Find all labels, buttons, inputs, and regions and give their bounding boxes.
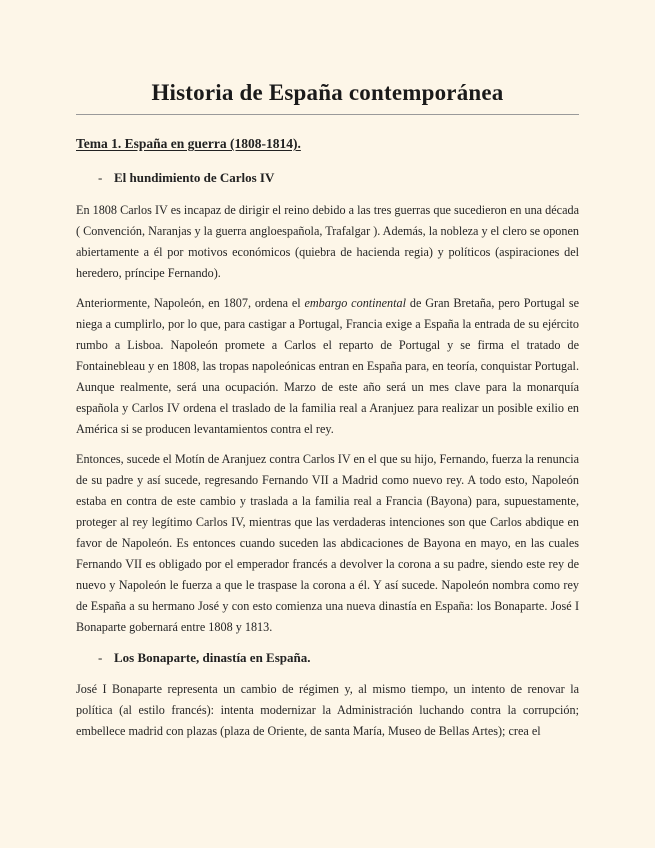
tema-heading: Tema 1. España en guerra (1808-1814). [76, 136, 301, 151]
paragraph-2-start: Anteriormente, Napoleón, en 1807, ordena el [76, 296, 305, 310]
section-heading-text: Los Bonaparte, dinastía en España. [114, 650, 311, 665]
paragraph-2 [76, 293, 579, 440]
title-divider [76, 114, 579, 115]
paragraph-1: En 1808 Carlos IV es incapaz de dirigir el reino debido a las tres guerras que sucedieron en una década ( Convención, Naranjas y la guerra angloespañola, Trafalgar ). Además, la nobleza y el clero se oponen abiertamente a él por motivos económicos (quiebra de hacienda regia) y políticos (aspiraciones del heredero, príncipe Fernando). [76, 203, 579, 280]
section-heading-bonaparte [76, 649, 579, 667]
bullet-dash: - [98, 650, 103, 665]
paragraph-4: José I Bonaparte representa un cambio de régimen y, al mismo tiempo, un intento de renovar la política (al estilo francés): intenta modernizar la Administración luchando contra la corrupción; embellece madrid con plazas (plaza de Oriente, de santa María, Museo de Bellas Artes); crea el [76, 682, 579, 738]
paragraph-3: Entonces, sucede el Motín de Aranjuez contra Carlos IV en el que su hijo, Fernando, fuerza la renuncia de su padre y así sucede, regresando Fernando VII a Madrid como nuevo rey. A todo esto, Napoleón estaba en contra de este cambio y traslada a la familia real a Francia (Bayona) para, supuestamente, proteger al rey legítimo Carlos IV, mientras que las verdaderas intenciones son que Carlos abdique en favor de Napoleón. Es entonces cuando suceden las abdicaciones de Bayona en mayo, en las cuales Fernando VII es obligado por el emperador francés a devolver la corona a su padre, siendo este rey de nuevo y Napoleón le fuerza a que le traspase la corona a él. Y así sucede. Napoleón nombra como rey de España a su hermano José y con esto comienza una nueva dinastía en España: los Bonaparte. José I Bonaparte gobernará entre 1808 y 1813. [76, 452, 579, 634]
paragraph-2-emphasis: embargo continental [304, 296, 407, 310]
section-heading-hundimiento [76, 169, 579, 187]
document-title: Historia de España contemporánea [151, 80, 504, 105]
paragraph-2-end: de Gran Bretaña, pero Portugal se niega a cumplirlo, por lo que, para castigar a Portugal, Francia exige a España la entrada de su ejército rumbo a Lisboa. Napoleón promete a Carlos el reparto de Portugal y se firma el tratado de Fontainebleau y en 1808, las tropas napoleónicas entran en España para, en teoría, conquistar Portugal. Aunque realmente, será una ocupación. Marzo de este año será un mes clave para la monarquía española y Carlos IV ordena el traslado de la familia real a Aranjuez para realizar un posible exilio en América si se producen levantamientos contra el rey. [76, 296, 579, 436]
section-heading-text: El hundimiento de Carlos IV [114, 170, 275, 185]
bullet-dash: - [98, 170, 103, 185]
